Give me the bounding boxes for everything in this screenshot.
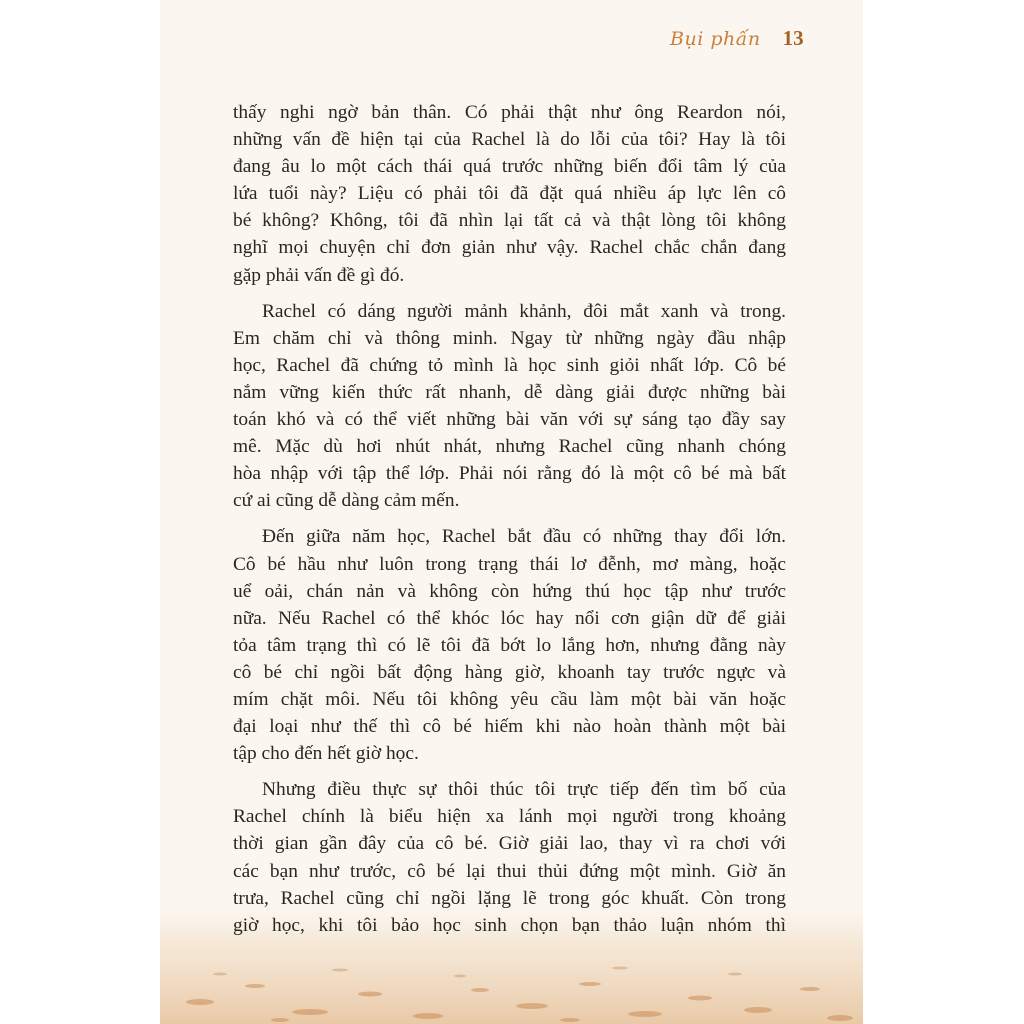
text-line: đại loại như thế thì cô bé hiếm khi nào hoàn thành một bài	[233, 716, 786, 738]
text-line: thời gian gần đây của cô bé. Giờ giải lao, thay vì ra chơi với	[233, 833, 786, 855]
text-line: những vấn đề hiện tại của Rachel là do lỗi của tôi? Hay là tôi	[233, 129, 786, 151]
text-line: giờ học, khi tôi bảo học sinh chọn bạn thảo luận nhóm thì	[233, 914, 786, 936]
body-text	[233, 99, 786, 948]
text-line: các bạn như trước, cô bé lại thui thủi đứng một mình. Giờ ăn	[233, 860, 786, 882]
text-line: Rachel chính là biểu hiện xa lánh mọi người trong khoảng	[233, 806, 786, 828]
text-line: trưa, Rachel cũng chỉ ngồi lặng lẽ trong góc khuất. Còn trong	[233, 887, 786, 909]
text-line: Cô bé hầu như luôn trong trạng thái lơ đễnh, mơ màng, hoặc	[233, 553, 786, 575]
text-line: Nhưng điều thực sự thôi thúc tôi trực tiếp đến tìm bố của	[262, 779, 786, 801]
paragraph	[233, 523, 786, 767]
paragraph	[233, 776, 786, 939]
page-number: 13	[782, 26, 804, 50]
text-line: thấy nghi ngờ bản thân. Có phải thật như ông Reardon nói,	[233, 102, 786, 123]
text-line: uể oải, chán nản và không còn hứng thú học tập như trước	[233, 580, 786, 602]
text-line: toán khó và có thể viết những bài văn với sự sáng tạo đầy say	[233, 409, 786, 431]
text-line: nắm vững kiến thức rất nhanh, dễ dàng giải được những bài	[233, 381, 786, 403]
text-line: mê. Mặc dù hơi nhút nhát, nhưng Rachel cũng nhanh chóng	[233, 436, 786, 458]
text-line: hòa nhập với tập thể lớp. Phải nói rằng đó là một cô bé mà bất	[233, 463, 786, 485]
book-page	[160, 0, 863, 1024]
text-line: lứa tuổi này? Liệu có phải tôi đã đặt quá nhiều áp lực lên cô	[233, 183, 786, 205]
text-line: mím chặt môi. Nếu tôi không yêu cầu làm một bài văn hoặc	[233, 688, 786, 710]
text-line: nữa. Nếu Rachel có thể khóc lóc hay nổi cơn giận dữ để giải	[233, 607, 786, 629]
text-line: học, Rachel đã chứng tỏ mình là học sinh giỏi nhất lớp. Cô bé	[233, 354, 786, 376]
text-line: nghĩ mọi chuyện chỉ đơn giản như vậy. Rachel chắc chắn đang	[233, 237, 786, 259]
text-line: cứ ai cũng dễ dàng cảm mến.	[233, 490, 460, 512]
text-line: Em chăm chỉ và thông minh. Ngay từ những ngày đầu nhập	[233, 327, 786, 349]
text-line: cô bé chỉ ngồi bất động hàng giờ, khoanh tay trước ngực và	[233, 661, 786, 683]
paragraph	[233, 99, 786, 289]
text-line: gặp phải vấn đề gì đó.	[233, 264, 405, 286]
text-line: tỏa tâm trạng thì có lẽ tôi đã bớt lo lắng hơn, nhưng đằng này	[233, 634, 786, 656]
text-line: tập cho đến hết giờ học.	[233, 743, 419, 765]
text-line: bé không? Không, tôi đã nhìn lại tất cả và thật lòng tôi không	[233, 210, 786, 232]
text-line: Rachel có dáng người mảnh khảnh, đôi mắt xanh và trong.	[262, 300, 786, 322]
text-line: đang âu lo một cách thái quá trước những biến đổi tâm lý của	[233, 156, 786, 178]
paragraph	[233, 298, 786, 515]
running-head	[670, 26, 804, 51]
text-line: Đến giữa năm học, Rachel bắt đầu có những thay đổi lớn.	[262, 526, 786, 548]
book-title: Bụi phấn	[670, 28, 761, 50]
